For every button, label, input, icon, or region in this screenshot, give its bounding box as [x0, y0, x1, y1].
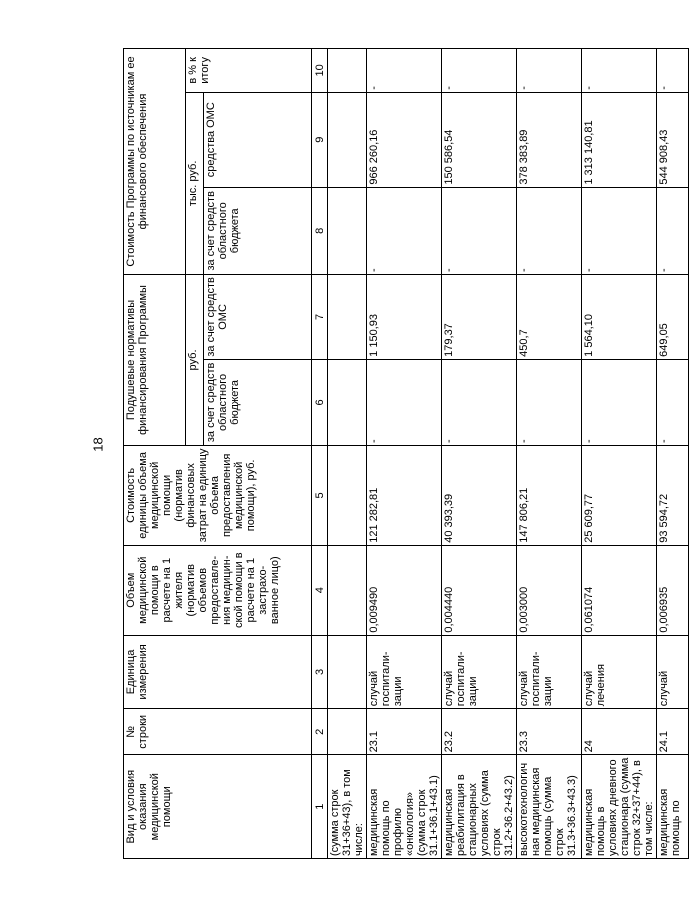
header-normative-oms: за счет средств ОМС [204, 274, 312, 359]
cell-service-type: медицинская помощь по [657, 755, 689, 859]
cell-normative-oms: 649,05 [657, 274, 689, 359]
cell-row-number: 23.3 [517, 709, 582, 755]
table-row [657, 49, 689, 859]
cell-volume: 0,004440 [442, 545, 517, 635]
cell-unit: случай госпитали-зации [517, 635, 582, 709]
column-number: 8 [312, 187, 328, 274]
cell-normative-oms [328, 274, 367, 359]
cell-service-type: (сумма строк 31+36+43), в том числе: [328, 755, 367, 859]
cell-normative-budget [328, 359, 367, 445]
table-row [442, 49, 517, 859]
cell-unit-cost: 40 393,39 [442, 445, 517, 545]
cell-normative-budget: - [367, 359, 442, 445]
column-number: 3 [312, 635, 328, 709]
header-per-capita-normatives: Подушевые нормативы финансирования Программы [124, 274, 186, 445]
cell-cost-oms: 1 313 140,81 [582, 92, 657, 187]
cell-cost-budget: - [442, 187, 517, 274]
program-cost-table [123, 48, 689, 859]
column-number: 10 [312, 49, 328, 93]
table-row [582, 49, 657, 859]
cell-unit: случай госпитали-зации [367, 635, 442, 709]
cell-service-type: высокотехнологичная медицинская помощь (сумма строк 31.3+36.3+43.3) [517, 755, 582, 859]
cell-percent: - [657, 49, 689, 93]
cell-volume: 0,009490 [367, 545, 442, 635]
cell-unit-cost: 147 806,21 [517, 445, 582, 545]
column-number: 2 [312, 709, 328, 755]
header-cost-regional-budget: за счет средств областного бюджета [204, 187, 312, 274]
cell-unit: случай госпитали-зации [442, 635, 517, 709]
cell-normative-budget: - [582, 359, 657, 445]
cell-unit: случай лечения [582, 635, 657, 709]
cell-normative-oms: 450,7 [517, 274, 582, 359]
header-normatives-unit: руб. [186, 274, 204, 445]
cell-cost-budget: - [367, 187, 442, 274]
cell-unit-cost: 25 609,77 [582, 445, 657, 545]
cell-volume: 0,061074 [582, 545, 657, 635]
cell-normative-oms: 1 150,93 [367, 274, 442, 359]
cell-unit-cost [328, 445, 367, 545]
cell-normative-budget: - [442, 359, 517, 445]
header-unit-cost: Стоимость единицы объема медицинской помощи (норматив финансовых затрат на единицу объема предоставления медицинской помощи), руб. [124, 445, 312, 545]
header-volume: Объем медицинской помощи в расчете на 1 жителя (норматив объемов предоставле-ния медицин-ской помощи в расчете на 1 застрахо-ванное лицо) [124, 545, 312, 635]
header-percent-of-total: в % к итогу [186, 49, 312, 93]
cell-service-type: медицинская помощь в условиях дневного стационара (сумма строк 32+37+44), в том числе: [582, 755, 657, 859]
header-cost-oms: средства ОМС [204, 92, 312, 187]
column-number: 4 [312, 545, 328, 635]
page-number: 18 [90, 437, 106, 452]
column-number: 6 [312, 359, 328, 445]
cell-normative-oms: 1 564,10 [582, 274, 657, 359]
cell-normative-oms: 179,37 [442, 274, 517, 359]
cell-unit-cost: 93 594,72 [657, 445, 689, 545]
cell-volume: 0,003000 [517, 545, 582, 635]
cell-percent: - [517, 49, 582, 93]
header-program-cost: Стоимость Программы по источникам ее финансового обеспечения [124, 49, 186, 275]
cell-cost-oms: 966 260,16 [367, 92, 442, 187]
cell-row-number: 23.2 [442, 709, 517, 755]
header-row-number: № строки [124, 709, 312, 755]
cell-percent: - [582, 49, 657, 93]
cell-unit: случай [657, 635, 689, 709]
cell-cost-oms: 378 383,89 [517, 92, 582, 187]
column-number: 9 [312, 92, 328, 187]
cell-percent [328, 49, 367, 93]
cell-row-number: 24.1 [657, 709, 689, 755]
cell-volume [328, 545, 367, 635]
cell-service-type: медицинская реабилитация в стационарных условиях (сумма строк 31.2+36.2+43.2) [442, 755, 517, 859]
table-row [328, 49, 367, 859]
cell-cost-budget: - [517, 187, 582, 274]
cell-percent: - [367, 49, 442, 93]
header-unit: Единица измерения [124, 635, 312, 709]
cell-unit [328, 635, 367, 709]
header-service-type: Вид и условия оказания медицинской помощи [124, 755, 312, 859]
cell-normative-budget: - [517, 359, 582, 445]
cell-normative-budget: - [657, 359, 689, 445]
cell-cost-budget: - [657, 187, 689, 274]
cell-volume: 0,006935 [657, 545, 689, 635]
header-cost-unit: тыс. руб. [186, 92, 204, 274]
cell-percent: - [442, 49, 517, 93]
cell-service-type: медицинская помощь по профилю «онкология» (сумма строк 31.1+36.1+43.1) [367, 755, 442, 859]
column-number: 1 [312, 755, 328, 859]
column-number: 7 [312, 274, 328, 359]
cell-cost-budget: - [582, 187, 657, 274]
cell-row-number: 23.1 [367, 709, 442, 755]
cell-row-number [328, 709, 367, 755]
column-number: 5 [312, 445, 328, 545]
header-normative-regional-budget: за счет средств областного бюджета [204, 359, 312, 445]
cell-row-number: 24 [582, 709, 657, 755]
table-row [367, 49, 442, 859]
table-row [517, 49, 582, 859]
cell-cost-oms: 544 908,43 [657, 92, 689, 187]
cell-cost-oms [328, 92, 367, 187]
cell-unit-cost: 121 282,81 [367, 445, 442, 545]
rotated-table-container [123, 48, 682, 859]
cell-cost-oms: 150 586,54 [442, 92, 517, 187]
cell-cost-budget [328, 187, 367, 274]
